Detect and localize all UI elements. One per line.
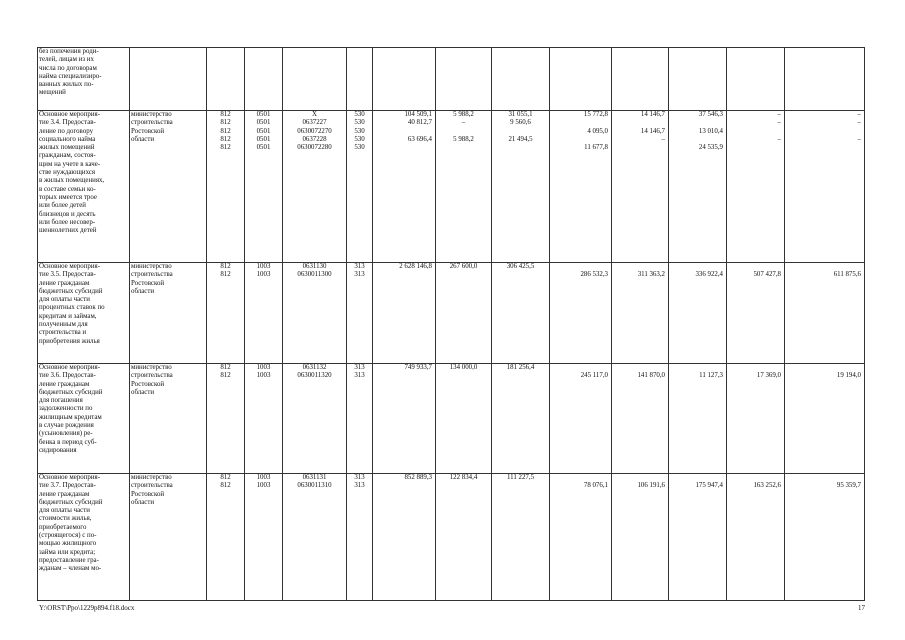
vr-cell: 313 313 — [347, 263, 373, 364]
budget-table — [37, 47, 865, 601]
year-cell: 122 834,4 — [436, 474, 492, 601]
table-row — [38, 364, 865, 474]
agency-cell: министерство строительства Ростовской области — [130, 474, 207, 601]
rzpr-cell: 1003 1003 — [245, 263, 283, 364]
total-cell: 2 628 146,8 — [373, 263, 436, 364]
year-cell: 611 875,6 — [785, 263, 865, 364]
year-cell: 111 227,5 — [492, 474, 550, 601]
year-cell — [669, 48, 727, 111]
year-cell: 31 055,1 9 560,6 21 494,5 — [492, 111, 550, 263]
year-cell: 37 546,3 13 010,4 24 535,9 — [669, 111, 727, 263]
year-cell: 134 000,0 — [436, 364, 492, 474]
measure-name-cell: Основное мероприя- тие 3.5. Предостав- ление гражданам бюджетных субсидий для оплаты части процентных ставок по кредитам и займам, полученным для строительства и приобретения жилья — [38, 263, 130, 364]
rzpr-cell — [245, 48, 283, 111]
grbs-cell: 812 812 812 812 812 — [207, 111, 245, 263]
table-row — [38, 474, 865, 601]
year-cell: 106 191,6 — [612, 474, 669, 601]
vr-cell: 313 313 — [347, 364, 373, 474]
page-number: 17 — [858, 604, 865, 612]
rzpr-cell: 0501 0501 0501 0501 0501 — [245, 111, 283, 263]
csr-cell: 0631132 0630011320 — [283, 364, 347, 474]
year-cell: 311 363,2 — [612, 263, 669, 364]
year-cell: 286 532,3 — [550, 263, 612, 364]
year-cell: 181 256,4 — [492, 364, 550, 474]
year-cell — [785, 48, 865, 111]
csr-cell — [283, 48, 347, 111]
year-cell: 306 425,5 — [492, 263, 550, 364]
vr-cell: 313 313 — [347, 474, 373, 601]
agency-cell — [130, 48, 207, 111]
year-cell — [727, 48, 785, 111]
grbs-cell: 812 812 — [207, 263, 245, 364]
total-cell: 852 889,3 — [373, 474, 436, 601]
year-cell: 507 427,8 — [727, 263, 785, 364]
agency-cell: министерство строительства Ростовской области — [130, 111, 207, 263]
table-row — [38, 111, 865, 263]
table-row — [38, 48, 865, 111]
total-cell — [373, 48, 436, 111]
rzpr-cell: 1003 1003 — [245, 474, 283, 601]
agency-cell: министерство строительства Ростовской области — [130, 263, 207, 364]
year-cell: 336 922,4 — [669, 263, 727, 364]
year-cell: 15 772,8 4 095,0 11 677,8 — [550, 111, 612, 263]
vr-cell: 530 530 530 530 530 — [347, 111, 373, 263]
year-cell: 5 988,2 – 5 988,2 — [436, 111, 492, 263]
measure-name-cell: без попечения роди- телей, лицам из их числа по договорам найма специализиро- ванных жилых по- мещений — [38, 48, 130, 111]
csr-cell: 0631130 0630011300 — [283, 263, 347, 364]
measure-name-cell: Основное мероприя- тие 3.6. Предостав- ление гражданам бюджетных субсидий для погашения задолженности по жилищным кредитам в случае рождения (усыновления) ре- бенка в период суб- сидирования — [38, 364, 130, 474]
agency-cell: министерство строительства Ростовской области — [130, 364, 207, 474]
table-body — [38, 48, 865, 601]
year-cell: 141 870,0 — [612, 364, 669, 474]
measure-name-cell: Основное мероприя- тие 3.7. Предостав- ление гражданам бюджетных субсидий для оплаты части стоимости жилья, приобретаемого (строящегося) с по- мощью жилищного займа или кредита; предоставление гра- жданам – членам мо- — [38, 474, 130, 601]
year-cell: – – – — [727, 111, 785, 263]
year-cell: 245 117,0 — [550, 364, 612, 474]
year-cell: 267 600,0 — [436, 263, 492, 364]
total-cell: 749 933,7 — [373, 364, 436, 474]
rzpr-cell: 1003 1003 — [245, 364, 283, 474]
table-row — [38, 263, 865, 364]
year-cell: 163 252,6 — [727, 474, 785, 601]
year-cell: 175 947,4 — [669, 474, 727, 601]
grbs-cell — [207, 48, 245, 111]
year-cell — [612, 48, 669, 111]
measure-name-cell: Основное мероприя- тие 3.4. Предостав- ление по договору социального найма жилых помещений гражданам, состоя- щим на учете в каче- стве нуждающихся в жилых помещениях, в составе семьи ко- торых имеется трое или более детей близнецов и десять или более несовер- шеннолетних детей — [38, 111, 130, 263]
grbs-cell: 812 812 — [207, 474, 245, 601]
csr-cell: Х 0637227 0630072270 0637228 0630072280 — [283, 111, 347, 263]
year-cell — [550, 48, 612, 111]
total-cell: 104 509,1 40 812,7 63 696,4 — [373, 111, 436, 263]
year-cell: – – – — [785, 111, 865, 263]
year-cell — [436, 48, 492, 111]
year-cell: 19 194,0 — [785, 364, 865, 474]
vr-cell — [347, 48, 373, 111]
csr-cell: 0631131 0630011310 — [283, 474, 347, 601]
year-cell — [492, 48, 550, 111]
year-cell: 78 076,1 — [550, 474, 612, 601]
grbs-cell: 812 812 — [207, 364, 245, 474]
year-cell: 11 127,3 — [669, 364, 727, 474]
year-cell: 17 369,0 — [727, 364, 785, 474]
year-cell: 95 359,7 — [785, 474, 865, 601]
year-cell: 14 146,7 14 146,7 – — [612, 111, 669, 263]
footer-file-path: Y:\ORST\Ppo\1229p894.f18.docx — [39, 604, 135, 612]
